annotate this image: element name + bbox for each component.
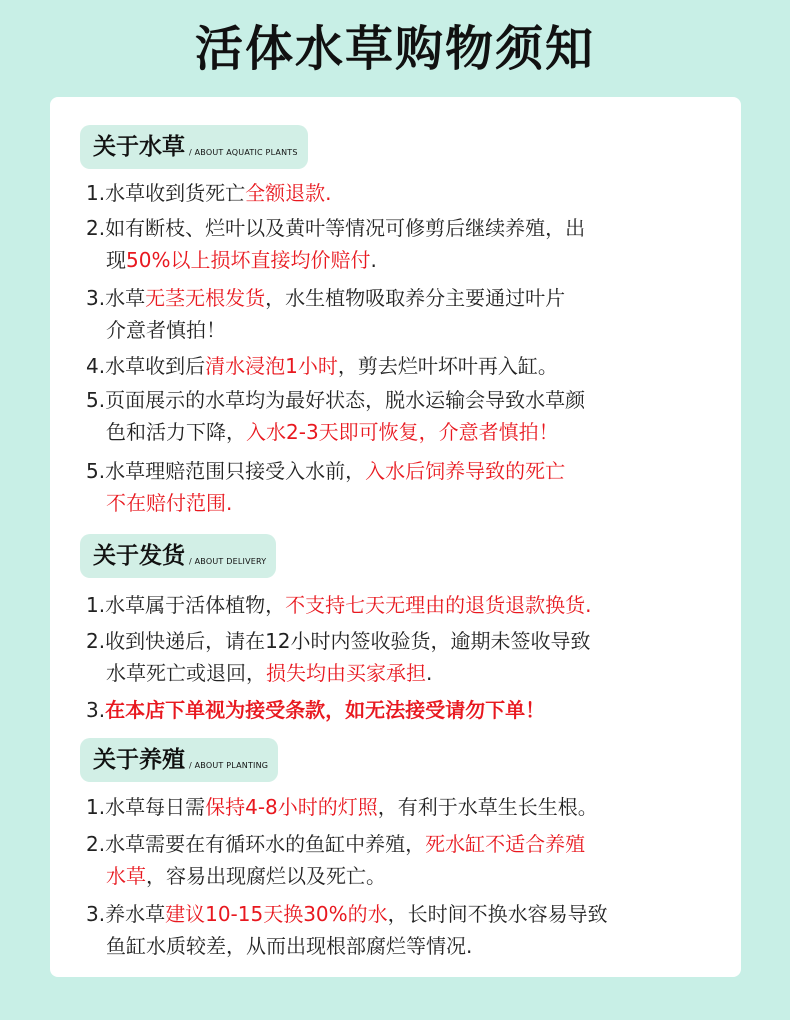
item-highlight: 全额退款. bbox=[245, 181, 332, 205]
list-item bbox=[86, 212, 736, 276]
item-text: 5.水草理赔范围只接受入水前， bbox=[86, 459, 366, 483]
section-title: 关于养殖 bbox=[93, 747, 185, 773]
item-text: ，水生植物吸取养分主要通过叶片 bbox=[265, 286, 566, 310]
item-text: 鱼缸水质较差，从而出现根部腐烂等情况. bbox=[106, 934, 473, 958]
item-text: ，容易出现腐烂以及死亡。 bbox=[146, 864, 386, 888]
section-subtitle: / ABOUT AQUATIC PLANTS bbox=[189, 148, 298, 157]
list-item bbox=[86, 589, 736, 621]
item-text: 1.水草每日需 bbox=[86, 795, 206, 819]
item-text: 1.水草收到货死亡 bbox=[86, 181, 246, 205]
item-highlight: 不支持七天无理由的退货退款换货. bbox=[285, 593, 592, 617]
section-title: 关于发货 bbox=[93, 543, 185, 569]
item-text: 4.水草收到后 bbox=[86, 354, 206, 378]
item-text: ，有利于水草生长生根。 bbox=[377, 795, 598, 819]
item-text: 介意者慎拍！ bbox=[106, 318, 226, 342]
item-text: . bbox=[370, 248, 377, 272]
section-subtitle: / ABOUT PLANTING bbox=[189, 761, 269, 770]
list-item bbox=[86, 384, 736, 448]
list-item bbox=[86, 791, 736, 823]
section-subtitle: / ABOUT DELIVERY bbox=[189, 557, 267, 566]
list-item bbox=[86, 350, 736, 382]
item-text: 3. bbox=[86, 698, 106, 722]
item-text: ，长时间不换水容易导致 bbox=[387, 902, 608, 926]
item-text: 3.养水草 bbox=[86, 902, 166, 926]
item-text: . bbox=[426, 661, 433, 685]
item-highlight: 入水2-3天即可恢复，介意者慎拍！ bbox=[246, 420, 559, 444]
item-highlight: 保持4-8小时的灯照 bbox=[205, 795, 378, 819]
item-text: 现 bbox=[106, 248, 126, 272]
item-highlight: 入水后饲养导致的死亡 bbox=[365, 459, 566, 483]
section-title: 关于水草 bbox=[93, 134, 185, 160]
page-title: 活体水草购物须知 bbox=[194, 21, 595, 77]
item-text: 1.水草属于活体植物， bbox=[86, 593, 286, 617]
item-text: ，剪去烂叶坏叶再入缸。 bbox=[337, 354, 558, 378]
list-item bbox=[86, 455, 736, 519]
item-highlight: 在本店下单视为接受条款，如无法接受请勿下单！ bbox=[105, 698, 546, 722]
item-text: 3.水草 bbox=[86, 286, 146, 310]
item-highlight: 50%以上损坏直接均价赔付 bbox=[126, 248, 371, 272]
item-text: 2.如有断枝、烂叶以及黄叶等情况可修剪后继续养殖，出 bbox=[86, 216, 586, 240]
item-text: 水草死亡或退回， bbox=[106, 661, 266, 685]
item-text: 5.页面展示的水草均为最好状态，脱水运输会导致水草颜 bbox=[86, 388, 586, 412]
item-highlight: 建议10-15天换30%的水 bbox=[165, 902, 388, 926]
list-item bbox=[86, 694, 736, 726]
list-item bbox=[86, 177, 736, 209]
list-item bbox=[86, 282, 736, 346]
item-highlight: 清水浸泡1小时 bbox=[205, 354, 338, 378]
item-highlight: 水草 bbox=[106, 864, 146, 888]
item-text: 色和活力下降， bbox=[106, 420, 246, 444]
section-heading-planting bbox=[80, 738, 278, 782]
item-highlight: 死水缸不适合养殖 bbox=[425, 832, 586, 856]
item-text: 2.收到快递后，请在12小时内签收验货，逾期未签收导致 bbox=[86, 629, 591, 653]
item-highlight: 不在赔付范围. bbox=[106, 491, 233, 515]
section-heading-delivery bbox=[80, 534, 276, 578]
list-item bbox=[86, 625, 736, 689]
list-item bbox=[86, 828, 736, 892]
list-item bbox=[86, 898, 736, 962]
notice-card bbox=[50, 97, 741, 977]
item-highlight: 损失均由买家承担 bbox=[266, 661, 426, 685]
section-heading-plants bbox=[80, 125, 308, 169]
item-text: 2.水草需要在有循环水的鱼缸中养殖， bbox=[86, 832, 426, 856]
item-highlight: 无茎无根发货 bbox=[145, 286, 266, 310]
